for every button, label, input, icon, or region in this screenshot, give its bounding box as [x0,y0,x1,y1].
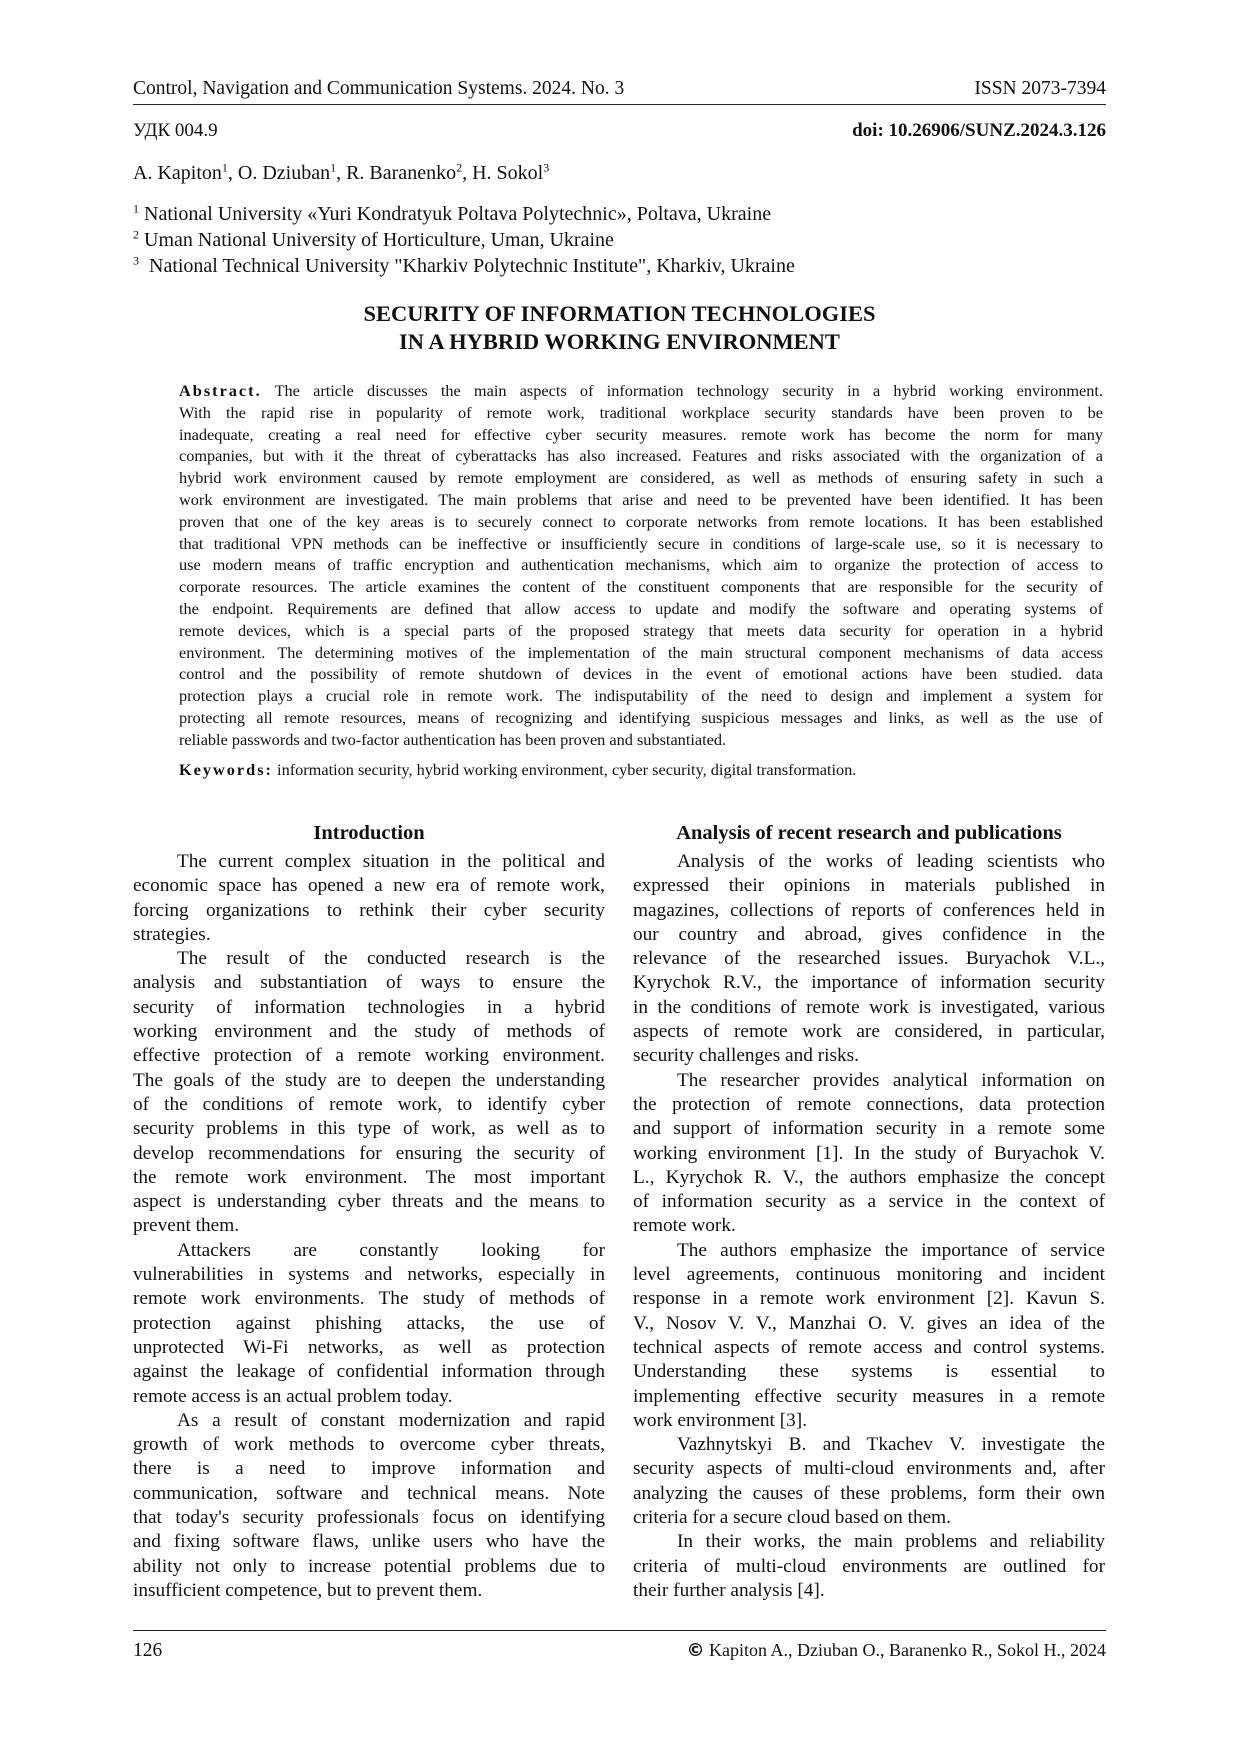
introduction-heading: Introduction [313,822,425,844]
abstract-line: control and the possibility of remote shutdown of devices in the event of emotional actions have been studied. data [179,664,1103,684]
body-line: The goals of the study are to deepen the understanding [133,1069,605,1091]
abstract-line: environment. The determining motives of the implementation of the main structural component mechanisms of data access [179,642,1103,662]
body-line: In their works, the main problems and reliability [677,1531,1105,1553]
body-line: forcing organizations to rethink their cyber security [133,899,605,921]
copyright-icon: © [686,1640,705,1661]
body-line: criteria for a secure cloud based on them. [633,1507,951,1529]
abstract-line: With the rapid rise in popularity of remote work, traditional workplace security standards have been proven to be [179,402,1103,422]
body-line: insufficient competence, but to prevent them. [133,1579,483,1601]
abstract-line: work environment are investigated. The main problems that arise and need to be prevented have been identified. It has been [179,489,1103,509]
body-line: economic space has opened a new era of remote work, [133,875,605,897]
title-line: SECURITY OF INFORMATION TECHNOLOGIES [363,301,876,326]
body-line: Kyrychok R.V., the importance of information security [633,972,1105,994]
body-line: ability not only to increase potential problems due to [133,1555,605,1577]
body-line: their further analysis [4]. [633,1579,825,1601]
header-rule [133,104,1106,105]
body-line: remote work environments. The study of methods of [133,1288,605,1310]
abstract-line: protecting all remote resources, means of recognizing and identifying suspicious messages and links, as well as the use of [179,707,1103,727]
body-line: analyzing the causes of these problems, form their own [633,1482,1105,1504]
authors-line [133,162,549,185]
copyright [687,1640,1106,1661]
abstract-line: hybrid work environment caused by remote employment are considered, as well as methods of ensuring safety in such a [179,468,1103,488]
body-line: Analysis of the works of leading scientists who [677,851,1105,872]
body-line: magazines, collections of reports of conferences held in [633,899,1105,921]
body-line: and fixing software flaws, unlike users who have the [133,1531,605,1553]
running-header-journal: Control, Navigation and Communication Systems. 2024. No. 3 [133,78,625,99]
body-line: the protection of remote connections, data protection [633,1093,1105,1115]
body-line: in the conditions of remote work is investigated, various [633,996,1105,1018]
keywords-text: information security, hybrid working environment, cyber security, digital transformation. [272,760,857,779]
body-line: relevance of the researched issues. Buryachok V.L., [633,948,1105,970]
body-line: working environment [1]. In the study of Buryachok V. [633,1142,1105,1164]
abstract-line: use modern means of traffic encryption and authentication mechanisms, which aim to organize the protection of access to [179,555,1103,575]
body-line: Vazhnytskyi B. and Tkachev V. investigate the [677,1434,1105,1456]
body-line: L., Kyrychok R. V., the authors emphasize the concept [633,1166,1105,1188]
body-line: effective protection of a remote working environment. [133,1045,605,1067]
body-line: level agreements, continuous monitoring and incident [633,1264,1105,1286]
affiliation: $^3$ National Technical University "Kharkiv Polytechnic Institute", Kharkiv, Ukraine [133,253,795,277]
abstract-label: Abstract. [179,381,262,400]
title-line: IN A HYBRID WORKING ENVIRONMENT [399,329,840,354]
body-line: our country and abroad, gives confidence in the [633,923,1105,945]
body-line: against the leakage of confidential information through [133,1361,605,1383]
body-line: of information security as a service in the context of [633,1191,1105,1213]
body-line: work environment [3]. [633,1409,808,1431]
abstract-line: remote devices, which is a special parts of the proposed strategy that meets data security for operation in a hybrid [179,620,1103,640]
abstract-line: the endpoint. Requirements are defined that allow access to update and modify the software and operating systems of [179,598,1103,618]
analysis-heading: Analysis of recent research and publications [676,822,1062,844]
body-line: aspect is understanding cyber threats and the means to [133,1191,605,1213]
introduction-body [133,850,605,1603]
body-line: security aspects of multi-cloud environments and, after [633,1458,1105,1480]
body-line: develop recommendations for ensuring the security of [133,1142,605,1164]
body-line: remote access is an actual problem today. [133,1385,453,1407]
body-line: the remote work environment. The most important [133,1166,605,1188]
body-line: security of information technologies in a hybrid [133,996,605,1018]
body-line: there is a need to improve information and [133,1458,605,1480]
body-line: The result of the conducted research is the [177,948,605,970]
body-line: The current complex situation in the political and [177,851,605,872]
abstract-line: companies, but with it the threat of cyberattacks has also increased. Features and risks associated with the organization of a [179,446,1103,466]
body-line: remote work. [633,1215,736,1237]
body-line: communication, software and technical means. Note [133,1482,605,1504]
page-number: 126 [133,1640,163,1661]
affiliations [133,201,795,279]
author: O. Dziuban$^1$, [237,160,347,184]
body-line: The researcher provides analytical information on [677,1069,1105,1091]
body-line: security challenges and risks. [633,1045,859,1067]
keywords [179,760,856,780]
body-line: working environment and the study of methods of [133,1021,605,1043]
paper-title [133,300,1106,356]
abstract-line: reliable passwords and two-factor authentication has been proven and substantiated. [179,729,727,749]
abstract-line: corporate resources. The article examines the content of the constituent components that are responsible for the security of [179,577,1103,597]
body-line: strategies. [133,923,211,945]
abstract-line: that traditional VPN methods can be ineffective or insufficiently secure in conditions of large-scale use, so it is necessary to [179,533,1103,553]
author: A. Kapiton$^1$, [133,160,238,184]
abstract [179,380,1103,751]
body-line: implementing effective security measures in a remote [633,1385,1105,1407]
body-line: and support of information security in a remote some [633,1118,1105,1140]
author: H. Sokol$^3$ [472,160,550,184]
body-line: Understanding these systems is essential to [633,1361,1105,1383]
abstract-line: Abstract. The article discusses the main aspects of information technology security in a hybrid working environment. [179,381,1103,400]
body-line: that today's security professionals focus on identifying [133,1507,605,1529]
affiliation: $^1$ National University «Yuri Kondratyuk Poltava Polytechnic», Poltava, Ukraine [133,201,772,225]
footer-rule [133,1630,1106,1631]
udk-code: УДК 004.9 [133,120,218,141]
body-line: aspects of remote work are considered, in particular, [633,1021,1105,1043]
body-line: growth of work methods to overcome cyber threats, [133,1434,605,1456]
author: R. Baranenko$^2$, [346,160,473,184]
abstract-line: inadequate, creating a real need for effective cyber security measures. remote work has become the norm for many [179,424,1103,444]
body-line: Attackers are constantly looking for [177,1239,605,1261]
body-line: security problems in this type of work, as well as to [133,1118,605,1140]
body-line: technical aspects of remote access and control systems. [633,1336,1105,1358]
analysis-body [633,850,1105,1603]
body-line: expressed their opinions in materials published in [633,875,1105,897]
body-line: V., Nosov V. V., Manzhai O. V. gives an idea of the [633,1312,1105,1334]
body-line: prevent them. [133,1215,240,1237]
body-line: of the conditions of remote work, to identify cyber [133,1093,605,1115]
copyright-text: Kapiton A., Dziuban O., Baranenko R., Sokol H., 2024 [704,1640,1106,1660]
body-line: The authors emphasize the importance of service [677,1239,1105,1261]
body-line: As a result of constant modernization and rapid [177,1409,605,1431]
body-line: protection against phishing attacks, the use of [133,1312,605,1334]
body-line: unprotected Wi-Fi networks, as well as protection [133,1336,605,1358]
affiliation: $^2$ Uman National University of Horticulture, Uman, Ukraine [133,227,614,251]
body-line: criteria of multi-cloud environments are outlined for [633,1555,1105,1577]
body-line: vulnerabilities in systems and networks, especially in [133,1264,605,1286]
body-line: analysis and substantiation of ways to ensure the [133,972,605,994]
keywords-label: Keywords: [179,760,273,779]
abstract-line: protection plays a crucial role in remote work. The indisputability of the need to design and implement a system for [179,686,1103,706]
abstract-line: proven that one of the key areas is to securely connect to corporate networks from remote locations. It has been established [179,511,1103,531]
body-line: response in a remote work environment [2]. Kavun S. [633,1288,1105,1310]
doi: doi: 10.26906/SUNZ.2024.3.126 [852,120,1106,141]
running-header-issn: ISSN 2073-7394 [974,78,1106,99]
